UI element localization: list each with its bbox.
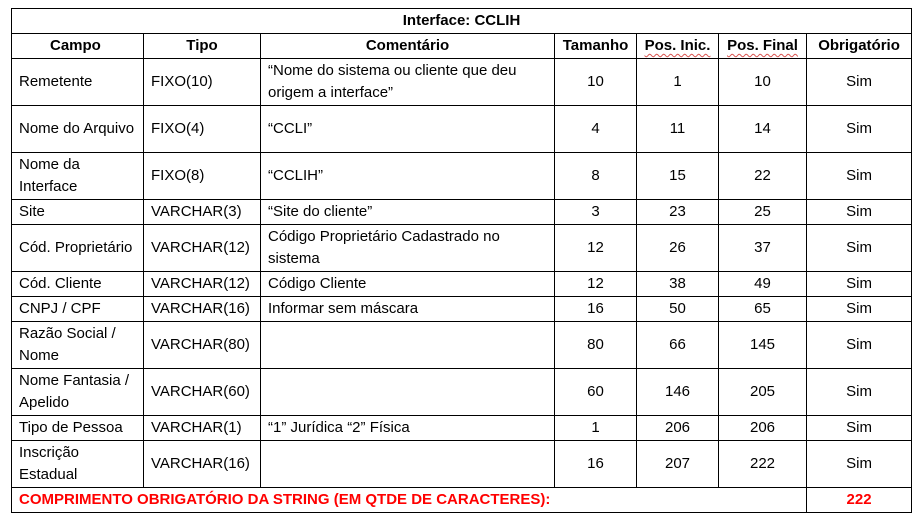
cell-tamanho: 60 xyxy=(555,369,637,416)
header-obrigatorio: Obrigatório xyxy=(807,34,912,59)
table-row xyxy=(12,200,912,225)
cell-comentario xyxy=(261,369,555,416)
cell-obrigatorio: Sim xyxy=(807,200,912,225)
table-row xyxy=(12,369,912,416)
cell-campo: Nome do Arquivo xyxy=(12,106,144,153)
cell-pos-final: 22 xyxy=(719,153,807,200)
cell-pos-final: 222 xyxy=(719,441,807,488)
footer-total: 222 xyxy=(807,488,912,513)
cell-tamanho: 12 xyxy=(555,225,637,272)
cell-campo: Tipo de Pessoa xyxy=(12,416,144,441)
table-row xyxy=(12,106,912,153)
cell-tamanho: 80 xyxy=(555,322,637,369)
table-row xyxy=(12,153,912,200)
table-row xyxy=(12,441,912,488)
cell-tamanho: 16 xyxy=(555,441,637,488)
header-tamanho: Tamanho xyxy=(555,34,637,59)
cell-tamanho: 10 xyxy=(555,59,637,106)
cell-comentario: “CCLI” xyxy=(261,106,555,153)
cell-campo: Nome Fantasia / Apelido xyxy=(12,369,144,416)
cell-pos-inic: 146 xyxy=(637,369,719,416)
cell-tipo: FIXO(8) xyxy=(144,153,261,200)
table-row xyxy=(12,59,912,106)
cell-pos-final: 145 xyxy=(719,322,807,369)
cell-campo: Cód. Cliente xyxy=(12,272,144,297)
cell-obrigatorio: Sim xyxy=(807,322,912,369)
cell-tipo: VARCHAR(16) xyxy=(144,441,261,488)
cell-obrigatorio: Sim xyxy=(807,59,912,106)
footer-label: COMPRIMENTO OBRIGATÓRIO DA STRING (EM QTDE DE CARACTERES): xyxy=(12,488,807,513)
table-title-row xyxy=(12,9,912,34)
cell-tipo: VARCHAR(12) xyxy=(144,272,261,297)
cell-tipo: FIXO(10) xyxy=(144,59,261,106)
table-header-row xyxy=(12,34,912,59)
cell-tipo: VARCHAR(16) xyxy=(144,297,261,322)
cell-pos-inic: 66 xyxy=(637,322,719,369)
cell-campo: Remetente xyxy=(12,59,144,106)
header-comentario: Comentário xyxy=(261,34,555,59)
table-footer-row xyxy=(12,488,912,513)
cell-tipo: VARCHAR(60) xyxy=(144,369,261,416)
cell-obrigatorio: Sim xyxy=(807,106,912,153)
table-title: Interface: CCLIH xyxy=(12,9,912,34)
cell-campo: Nome da Interface xyxy=(12,153,144,200)
cell-pos-inic: 11 xyxy=(637,106,719,153)
cell-campo: Site xyxy=(12,200,144,225)
cell-pos-inic: 1 xyxy=(637,59,719,106)
cell-pos-final: 206 xyxy=(719,416,807,441)
cell-comentario: “Nome do sistema ou cliente que deu origem a interface” xyxy=(261,59,555,106)
cell-comentario: “1” Jurídica “2” Física xyxy=(261,416,555,441)
cell-obrigatorio: Sim xyxy=(807,153,912,200)
header-tipo: Tipo xyxy=(144,34,261,59)
table-row xyxy=(12,297,912,322)
cell-obrigatorio: Sim xyxy=(807,225,912,272)
header-campo: Campo xyxy=(12,34,144,59)
cell-comentario: Código Proprietário Cadastrado no sistema xyxy=(261,225,555,272)
cell-pos-final: 14 xyxy=(719,106,807,153)
cell-comentario xyxy=(261,322,555,369)
header-pos-final: Pos. Final xyxy=(719,34,807,59)
cell-comentario: “Site do cliente” xyxy=(261,200,555,225)
cell-pos-final: 65 xyxy=(719,297,807,322)
cell-pos-final: 205 xyxy=(719,369,807,416)
cell-pos-inic: 23 xyxy=(637,200,719,225)
cell-tipo: VARCHAR(3) xyxy=(144,200,261,225)
cell-tipo: VARCHAR(1) xyxy=(144,416,261,441)
cell-comentario: “CCLIH” xyxy=(261,153,555,200)
cell-pos-inic: 38 xyxy=(637,272,719,297)
cell-tamanho: 4 xyxy=(555,106,637,153)
cell-campo: Razão Social / Nome xyxy=(12,322,144,369)
header-pos-inic: Pos. Inic. xyxy=(637,34,719,59)
cell-obrigatorio: Sim xyxy=(807,416,912,441)
cell-campo: CNPJ / CPF xyxy=(12,297,144,322)
cell-pos-final: 25 xyxy=(719,200,807,225)
cell-pos-inic: 207 xyxy=(637,441,719,488)
table-row xyxy=(12,272,912,297)
cell-tamanho: 12 xyxy=(555,272,637,297)
cell-obrigatorio: Sim xyxy=(807,369,912,416)
cell-pos-final: 49 xyxy=(719,272,807,297)
cell-pos-inic: 26 xyxy=(637,225,719,272)
cell-comentario: Código Cliente xyxy=(261,272,555,297)
cell-campo: Cód. Proprietário xyxy=(12,225,144,272)
cell-tamanho: 16 xyxy=(555,297,637,322)
cell-obrigatorio: Sim xyxy=(807,441,912,488)
cell-comentario: Informar sem máscara xyxy=(261,297,555,322)
cell-pos-final: 37 xyxy=(719,225,807,272)
table-row xyxy=(12,225,912,272)
table-row xyxy=(12,322,912,369)
cell-tipo: VARCHAR(80) xyxy=(144,322,261,369)
cell-tamanho: 3 xyxy=(555,200,637,225)
cell-tipo: FIXO(4) xyxy=(144,106,261,153)
cell-obrigatorio: Sim xyxy=(807,297,912,322)
cell-tamanho: 8 xyxy=(555,153,637,200)
cell-pos-inic: 15 xyxy=(637,153,719,200)
cell-pos-inic: 206 xyxy=(637,416,719,441)
cell-obrigatorio: Sim xyxy=(807,272,912,297)
cell-pos-inic: 50 xyxy=(637,297,719,322)
table-row xyxy=(12,416,912,441)
cell-campo: Inscrição Estadual xyxy=(12,441,144,488)
cell-tamanho: 1 xyxy=(555,416,637,441)
cell-comentario xyxy=(261,441,555,488)
cell-pos-final: 10 xyxy=(719,59,807,106)
cell-tipo: VARCHAR(12) xyxy=(144,225,261,272)
interface-table xyxy=(11,8,912,513)
interface-spec xyxy=(11,8,912,513)
